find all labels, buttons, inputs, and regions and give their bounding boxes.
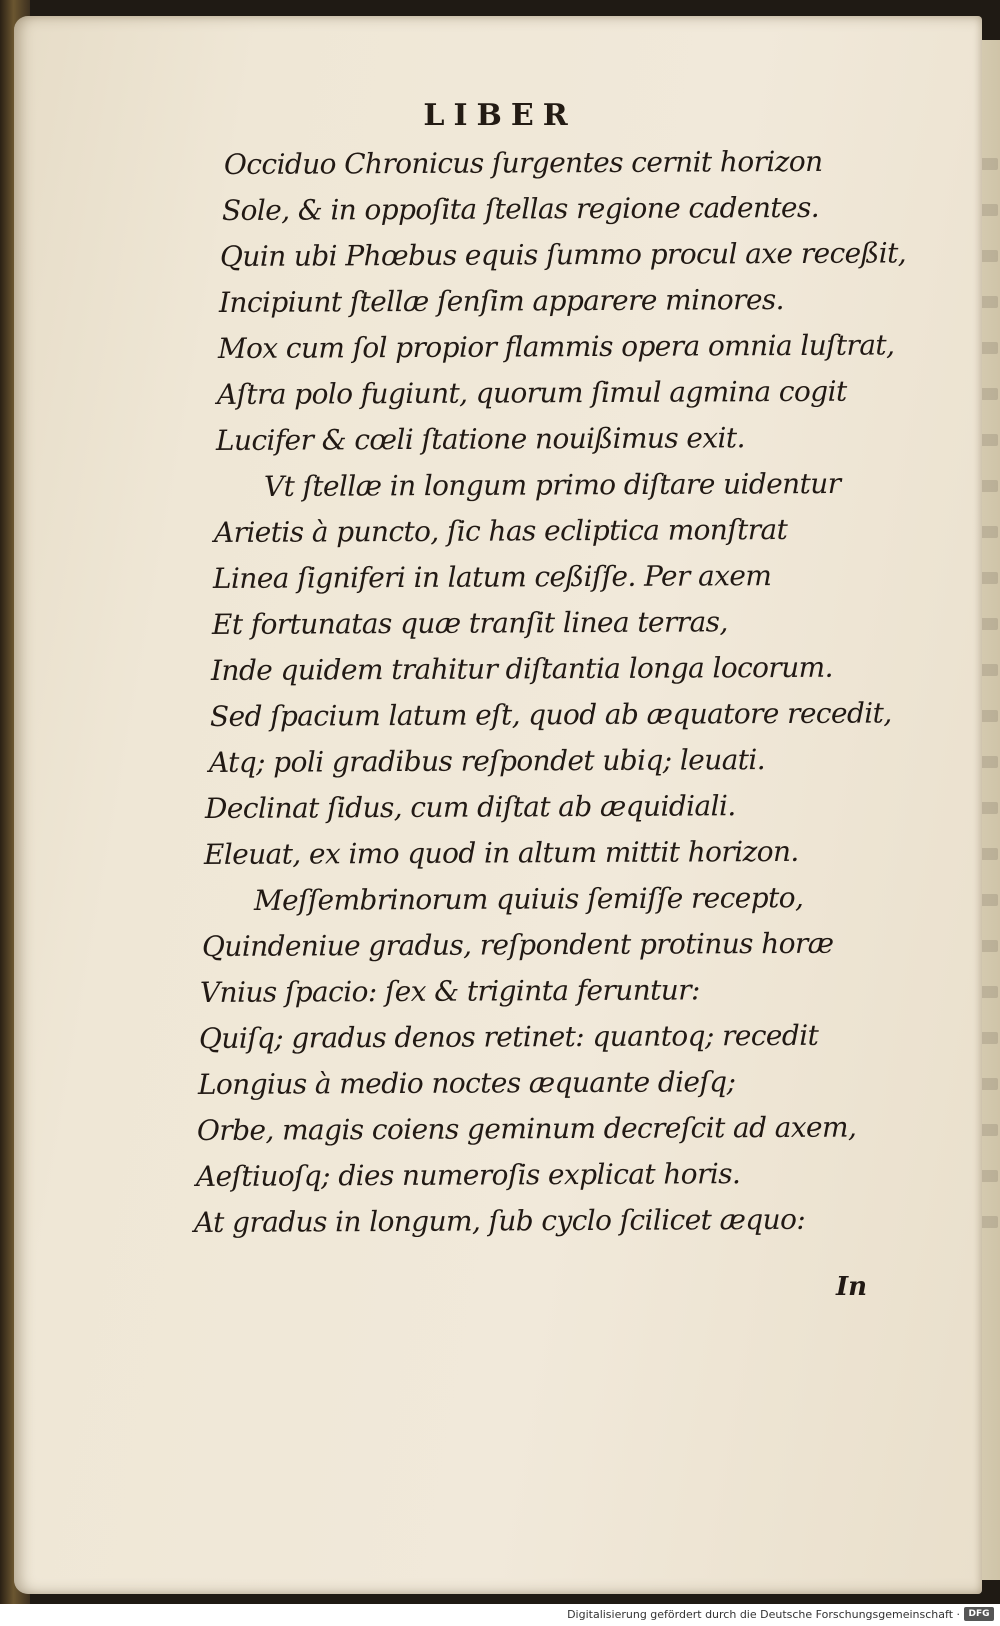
- verse-line: Quin ubi Phœbus equis ſummo procul axe receßit,: [219, 236, 907, 273]
- verse-line: Mox cum ſol propior flammis opera omnia luſtrat,: [217, 328, 895, 365]
- verse-line: Declinat ſidus, cum diſtat ab æquidiali.: [204, 789, 736, 825]
- verse-line: Longius à medio noctes æquante dieſq;: [197, 1065, 736, 1101]
- verse-line: Occiduo Chronicus ſurgentes cernit horizon: [223, 144, 823, 181]
- verse-line: Linea ſigniferi in latum ceßiſſe. Per axem: [212, 559, 772, 595]
- verse-line: Arietis à puncto, ſic has ecliptica monſtrat: [213, 512, 788, 549]
- verse-line: Meſſembrinorum quiuis ſemiſſe recepto,: [253, 881, 804, 917]
- verse-line: Lucifer & cœli ſtatione nouißimus exit.: [215, 421, 745, 457]
- verse-line: At gradus in longum, ſub cyclo ſcilicet æquo:: [193, 1202, 806, 1239]
- digitization-footer: [0, 1604, 1000, 1626]
- verse-line: Sole, & in oppoſita ſtellas regione cadentes.: [221, 190, 820, 227]
- verse-line: Atq; poli gradibus reſpondet ubiq; leuati.: [208, 743, 766, 779]
- verse-line: Et fortunatas quæ tranſit linea terras,: [211, 605, 728, 641]
- catchword: In: [836, 1272, 868, 1302]
- verse-line: Incipiunt ſtellæ ſenſim apparere minores.: [218, 283, 785, 319]
- dfg-logo-icon: DFG: [964, 1607, 994, 1621]
- running-head: LIBER: [423, 98, 577, 133]
- verse-block: [0, 144, 1000, 1288]
- verse-line: Inde quidem trahitur diſtantia longa locorum.: [210, 650, 833, 687]
- verse-line: Vt ſtellæ in longum primo diſtare uidentur: [263, 466, 841, 503]
- verse-line: Aſtra polo fugiunt, quorum ſimul agmina cogit: [216, 374, 847, 411]
- verse-line: Quindeniue gradus, reſpondent protinus horæ: [201, 926, 834, 963]
- verse-line: Quiſq; gradus denos retinet: quantoq; recedit: [198, 1018, 819, 1055]
- verse-line: Sed ſpacium latum eſt, quod ab æquatore recedit,: [209, 696, 892, 733]
- funding-credit-text: Digitalisierung gefördert durch die Deutsche Forschungsgemeinschaft ·: [567, 1608, 960, 1621]
- verse-line: Orbe, magis coiens geminum decreſcit ad axem,: [196, 1110, 857, 1147]
- verse-line: Aeſtiuoſq; dies numeroſis explicat horis.: [195, 1157, 741, 1193]
- verse-line: Vnius ſpacio: ſex & triginta feruntur:: [199, 973, 700, 1009]
- verse-line: Eleuat, ex imo quod in altum mittit horizon.: [203, 834, 799, 871]
